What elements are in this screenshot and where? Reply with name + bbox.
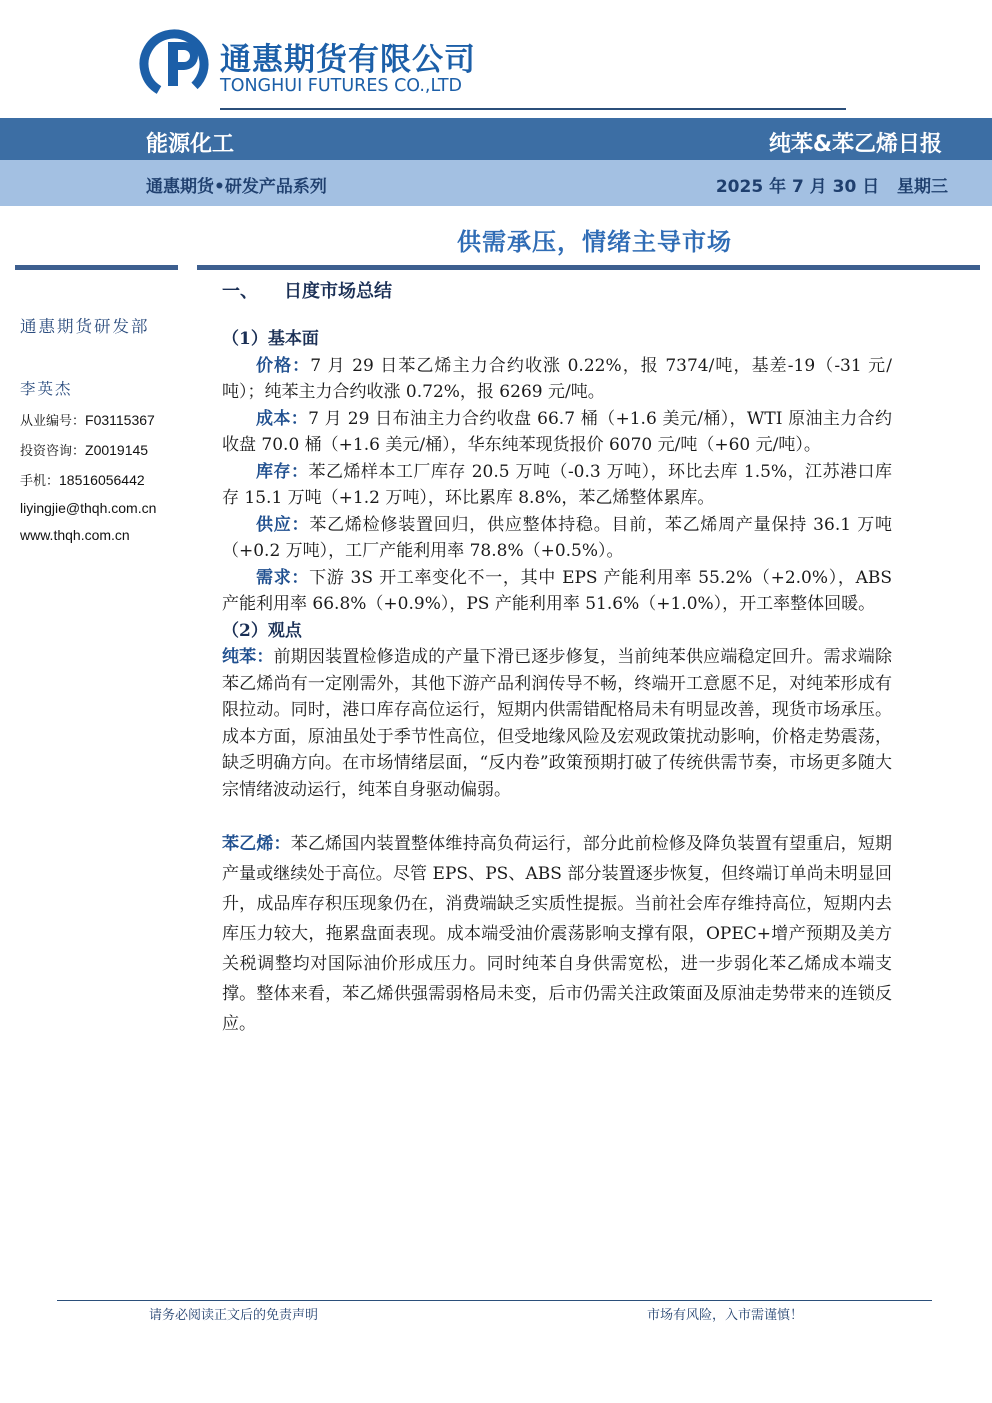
report-headline: 供需承压，情绪主导市场	[457, 228, 732, 256]
license-row	[20, 410, 190, 429]
advisory-row	[20, 440, 190, 459]
risk-warning: 市场有风险，入市需谨慎！	[647, 1308, 804, 1323]
advisory-number: Z0019145	[85, 442, 149, 458]
report-name: 纯苯&苯乙烯日报	[768, 132, 942, 157]
analyst-name: 李英杰	[20, 380, 73, 398]
fundamental-text: 苯乙烯样本工厂库存 20.5 万吨（-0.3 万吨），环比去库 1.5%，江苏港口库存 15.1 万吨（+1.2 万吨），环比累库 8.8%，苯乙烯整体累库。	[222, 461, 893, 508]
phone-row	[20, 470, 190, 489]
fundamental-item	[222, 406, 892, 459]
fundamental-item	[222, 353, 892, 406]
views-heading: （2）观点	[222, 620, 302, 641]
paragraph-gap	[222, 803, 892, 829]
section-title	[222, 277, 392, 303]
section-title-text: 日度市场总结	[284, 281, 392, 302]
view-item	[222, 644, 892, 803]
content-rule	[197, 265, 980, 270]
header-rule	[220, 108, 846, 110]
tonghui-logo-icon	[138, 28, 210, 100]
view-label: 苯乙烯：	[222, 834, 291, 854]
fundamental-item	[222, 512, 892, 565]
fundamental-text: 7 月 29 日布油主力合约收盘 66.7 桶（+1.6 美元/桶），WTI 原油主力合约收盘 70.0 桶（+1.6 美元/桶），华东纯苯现货报价 6070 元/吨（+60 元/吨）。	[222, 408, 892, 455]
license-number: F03115367	[85, 412, 155, 428]
department: 通惠期货研发部	[20, 317, 150, 336]
website-link[interactable]: www.thqh.com.cn	[20, 527, 130, 543]
view-label: 纯苯：	[222, 647, 274, 667]
fundamental-item	[222, 565, 892, 618]
disclaimer-note[interactable]: 请务必阅读正文后的免责声明	[149, 1308, 319, 1323]
sidebar	[20, 310, 190, 543]
advisory-label: 投资咨询：	[20, 444, 86, 459]
series-label: 通惠期货•研发产品系列	[146, 177, 327, 197]
sector-label: 能源化工	[146, 132, 235, 157]
view-item	[222, 829, 892, 1039]
fundamental-label: 价格：	[256, 355, 311, 376]
view-text: 前期因装置检修造成的产量下滑已逐步修复，当前纯苯供应端稳定回升。需求端除苯乙烯尚有一定刚需外，其他下游产品利润传导不畅，终端开工意愿不足，对纯苯形成有限拉动。同时，港口库存高位运行，短期内供需错配格局未有明显改善，现货市场承压。成本方面，原油虽处于季节性高位，但受地缘风险及宏观政策扰动影响，价格走势震荡，缺乏明确方向。在市场情绪层面，“反内卷”政策预期打破了传统供需节奏，市场更多随大宗情绪波动运行，纯苯自身驱动偏弱。	[222, 647, 893, 800]
sidebar-rule	[15, 265, 178, 270]
email-link[interactable]: liyingjie@thqh.com.cn	[20, 500, 157, 516]
fundamental-item	[222, 459, 892, 512]
fundamental-label: 成本：	[256, 408, 309, 429]
report-date: 2025 年 7 月 30 日 星期三	[715, 177, 948, 197]
footer-rule	[57, 1300, 932, 1301]
fundamental-text: 7 月 29 日苯乙烯主力合约收涨 0.22%，报 7374/吨，基差-19（-31 元/吨）；纯苯主力合约收涨 0.72%，报 6269 元/吨。	[222, 355, 892, 402]
company-name-cn: 通惠期货有限公司	[220, 42, 476, 78]
phone-label: 手机：	[20, 474, 60, 489]
section-number: 一、	[222, 281, 258, 302]
fundamental-label: 库存：	[256, 461, 309, 482]
view-text: 苯乙烯国内装置整体维持高负荷运行，部分此前检修及降负装置有望重启，短期产量或继续处于高位。尽管 EPS、PS、ABS 部分装置逐步恢复，但终端订单尚未明显回升，成品库存积压现象仍在，消费端缺乏实质性提振。当前社会库存维持高位，短期内去库压力较大，拖累盘面表现。成本端受油价震荡影响支撑有限，OPEC+增产预期及美方关税调整均对国际油价形成压力。同时纯苯自身供需宽松，进一步弱化苯乙烯成本端支撑。整体来看，苯乙烯供强需弱格局未变，后市仍需关注政策面及原油走势带来的连锁反应。	[222, 834, 893, 1034]
fundamental-text: 苯乙烯检修装置回归，供应整体持稳。目前，苯乙烯周产量保持 36.1 万吨（+0.2 万吨），工厂产能利用率 78.8%（+0.5%）。	[222, 514, 892, 561]
phone-number: 18516056442	[59, 472, 145, 488]
fundamental-text: 下游 3S 开工率变化不一，其中 EPS 产能利用率 55.2%（+2.0%），ABS 产能利用率 66.8%（+0.9%），PS 产能利用率 51.6%（+1.0%），开工率整体回暖。	[222, 567, 893, 614]
report-body	[222, 326, 892, 1039]
fundamental-label: 需求：	[256, 567, 310, 588]
fundamentals-heading: （1）基本面	[222, 329, 319, 349]
company-name-en: TONGHUI FUTURES CO.,LTD	[220, 76, 462, 96]
fundamental-label: 供应：	[256, 514, 310, 535]
license-label: 从业编号：	[20, 414, 86, 429]
